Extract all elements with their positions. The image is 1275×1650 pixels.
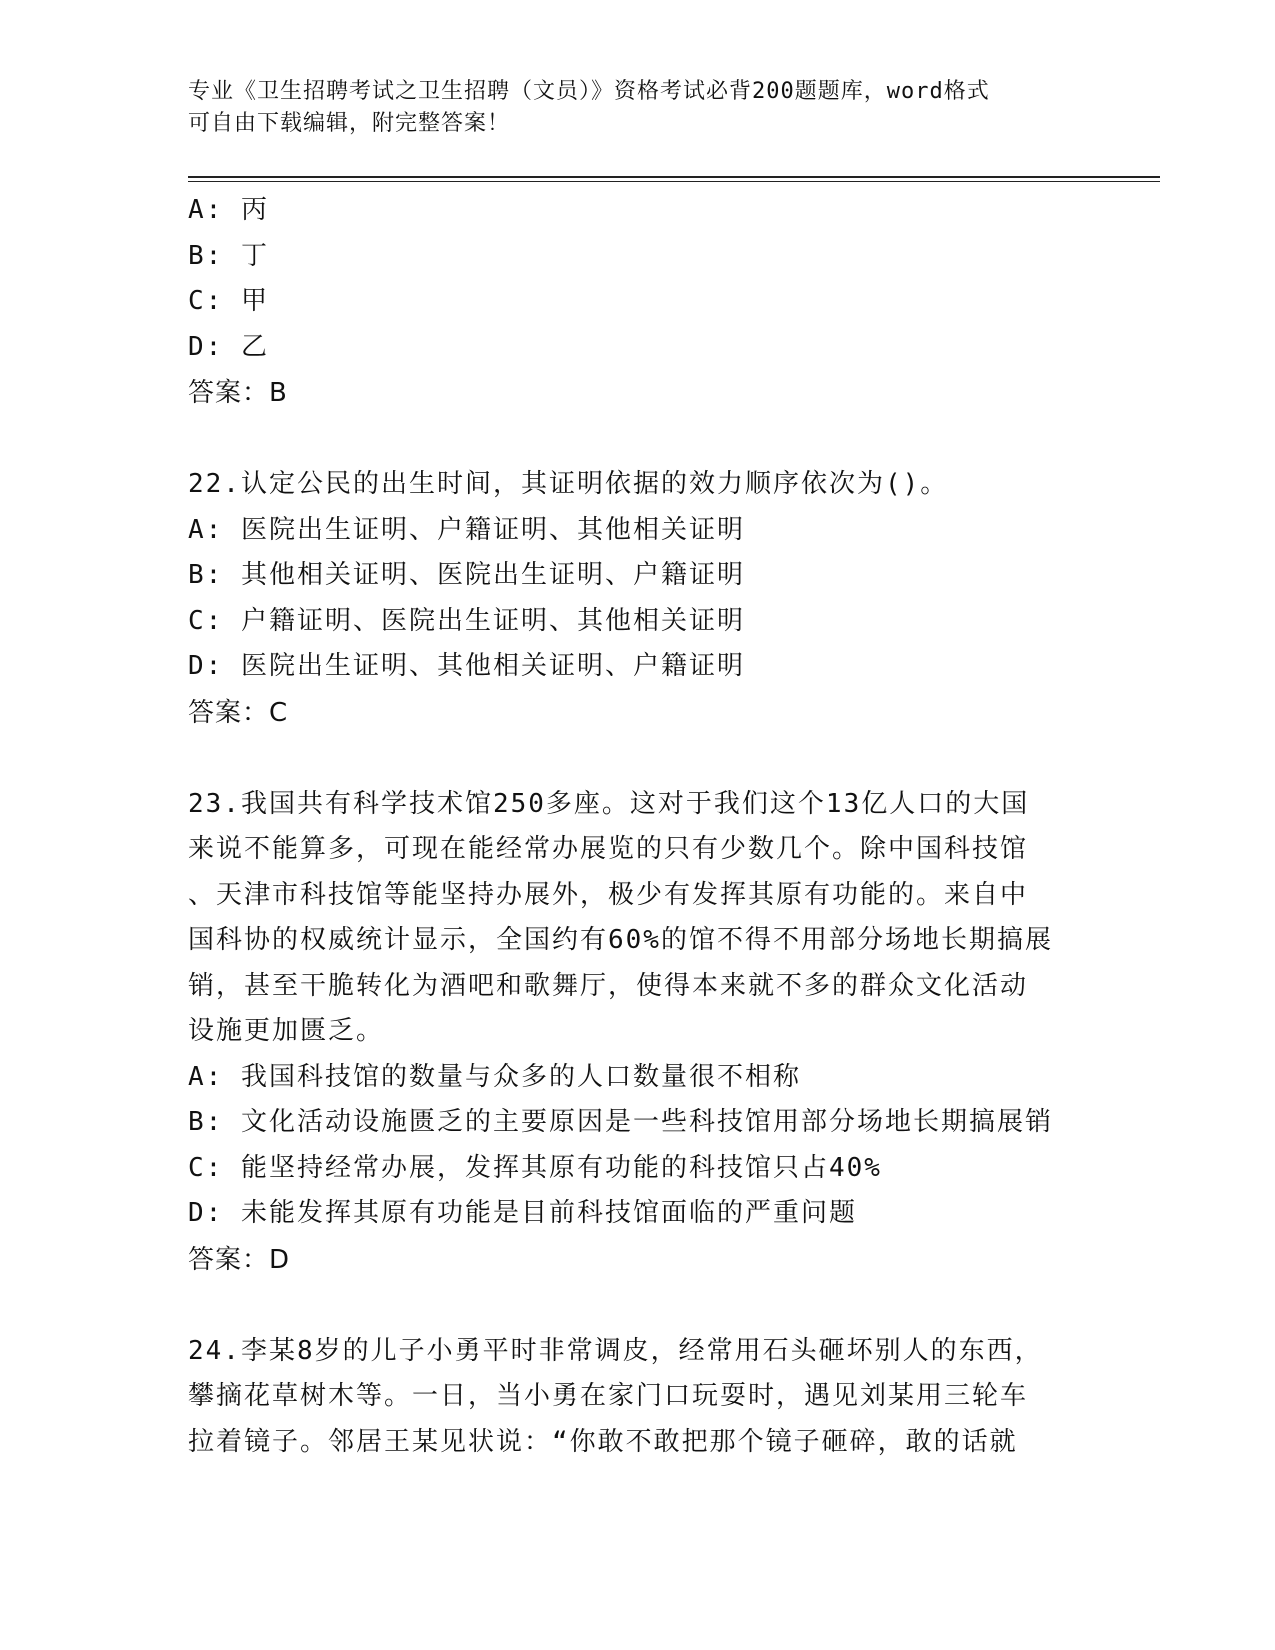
question-stem-line: 拉着镜子。邻居王某见状说：“你敢不敢把那个镜子砸碎，敢的话就: [188, 1426, 1018, 1457]
option-c: C: 甲: [188, 286, 269, 316]
question-stem-line: 设施更加匮乏。: [188, 1016, 385, 1046]
answer-line: 答案：C: [188, 697, 289, 728]
option-a: A: 我国科技馆的数量与众多的人口数量很不相称: [188, 1061, 801, 1092]
header-line-2: 可自由下载编辑，附完整答案！: [188, 111, 511, 136]
option-c: C: 能坚持经常办展，发挥其原有功能的科技馆只占40%: [188, 1152, 882, 1183]
question-stem-line: 、天津市科技馆等能坚持办展外，极少有发挥其原有功能的。来自中: [188, 879, 1029, 910]
document-header: [188, 76, 1078, 140]
header-divider-thin: [188, 181, 1160, 182]
question-stem-line: 24.李某8岁的儿子小勇平时非常调皮，经常用石头砸坏别人的东西，: [188, 1335, 1043, 1366]
answer-line: 答案：D: [188, 1244, 291, 1275]
question-list: [188, 188, 1108, 1465]
option-d: D: 乙: [188, 331, 269, 362]
option-b: B: 文化活动设施匮乏的主要原因是一些科技馆用部分场地长期搞展销: [188, 1107, 1053, 1137]
question-stem-line: 来说不能算多，可现在能经常办展览的只有少数几个。除中国科技馆: [188, 834, 1029, 864]
spacer: [188, 736, 1108, 782]
header-line-1: 专业《卫生招聘考试之卫生招聘（文员）》资格考试必背200题题库，word格式: [188, 79, 990, 104]
option-a: A: 医院出生证明、户籍证明、其他相关证明: [188, 514, 745, 545]
option-d: D: 医院出生证明、其他相关证明、户籍证明: [188, 651, 745, 681]
answer-line: 答案：B: [188, 378, 288, 408]
question-22: [188, 462, 1108, 736]
option-b: B: 丁: [188, 240, 269, 271]
question-24: [188, 1329, 1108, 1466]
question-23: [188, 782, 1108, 1283]
question-stem-line: 销，甚至干脆转化为酒吧和歌舞厅，使得本来就不多的群众文化活动: [188, 970, 1029, 1001]
header-divider: [188, 176, 1160, 178]
option-b: B: 其他相关证明、医院出生证明、户籍证明: [188, 560, 745, 590]
option-d: D: 未能发挥其原有功能是目前科技馆面临的严重问题: [188, 1198, 857, 1228]
question-stem-line: 23.我国共有科学技术馆250多座。这对于我们这个13亿人口的大国: [188, 788, 1030, 819]
spacer: [188, 416, 1108, 462]
question-stem-line: 22.认定公民的出生时间，其证明依据的效力顺序依次为()。: [188, 469, 949, 499]
question-21: [188, 188, 1108, 416]
spacer: [188, 1283, 1108, 1329]
option-c: C: 户籍证明、医院出生证明、其他相关证明: [188, 605, 745, 636]
option-a: A: 丙: [188, 195, 269, 225]
question-stem-line: 攀摘花草树木等。一日，当小勇在家门口玩耍时，遇见刘某用三轮车: [188, 1381, 1029, 1411]
question-stem-line: 国科协的权威统计显示，全国约有60%的馆不得不用部分场地长期搞展: [188, 925, 1053, 955]
